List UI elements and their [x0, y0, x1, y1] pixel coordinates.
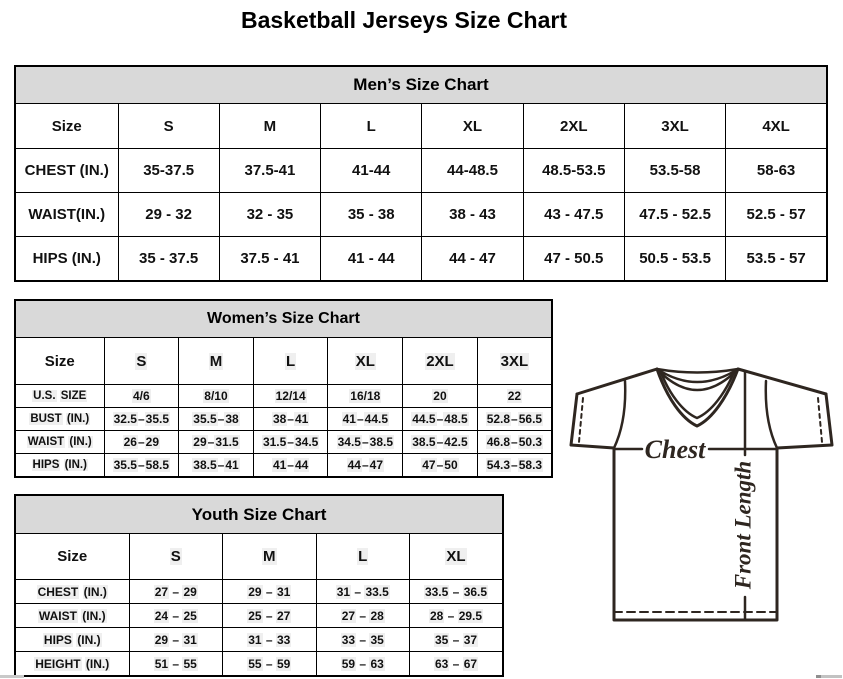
size-column-header — [403, 338, 478, 385]
value-token: 3XL — [500, 352, 529, 370]
size-value-cell: 59 – 63 — [316, 652, 410, 677]
size-corner-header: Size — [15, 338, 104, 385]
value-token: 34.5 — [294, 435, 319, 449]
value-token: 29 — [154, 632, 169, 647]
size-value-cell: 54.3–58.3 — [477, 454, 552, 478]
size-value-cell: 44–47 — [328, 454, 403, 478]
size-value-cell: 63 – 67 — [410, 652, 504, 677]
size-value-cell — [403, 385, 478, 408]
table-row — [15, 604, 503, 628]
size-value-cell — [253, 385, 328, 408]
value-token: 38.5 — [369, 435, 393, 449]
womens-table — [14, 299, 553, 478]
row-label — [15, 408, 104, 431]
size-value-cell: 37.5-41 — [219, 149, 320, 193]
value-token: 35.5 — [193, 412, 217, 426]
size-value-cell: 32 - 35 — [219, 193, 320, 237]
table-row — [15, 193, 827, 237]
jersey-armhole-right — [766, 381, 777, 448]
size-value-cell: 58-63 — [726, 149, 827, 193]
table-row — [15, 580, 503, 604]
size-value-cell: 29 - 32 — [118, 193, 219, 237]
size-value-cell: 34.5–38.5 — [328, 431, 403, 454]
scrollbar-thumb-edge — [816, 675, 821, 678]
value-token: 42.5 — [444, 435, 468, 449]
size-value-cell: 35 - 38 — [321, 193, 422, 237]
size-value-cell: 31 – 33.5 — [316, 580, 410, 604]
value-token: 67 — [463, 656, 478, 671]
size-value-cell: 52.8–56.5 — [477, 408, 552, 431]
size-value-cell — [179, 385, 254, 408]
value-token: 38.5 — [412, 435, 436, 449]
value-token: 27 — [154, 584, 169, 599]
size-column-header: L — [321, 104, 422, 149]
table-row — [15, 149, 827, 193]
value-token: 29 — [145, 435, 160, 449]
table-caption-row — [15, 66, 827, 104]
jersey-sleeve-seam-right-dashed — [818, 398, 822, 442]
value-token: M — [209, 352, 223, 370]
size-value-cell: 37.5 - 41 — [219, 237, 320, 282]
size-value-cell: 35-37.5 — [118, 149, 219, 193]
jersey-shoulder-left — [577, 369, 657, 394]
table-row — [15, 628, 503, 652]
row-label — [15, 604, 129, 628]
value-token: 31 — [276, 584, 291, 599]
value-token: 44.5 — [364, 412, 388, 426]
value-token: 63 — [370, 656, 384, 671]
value-token: 44 — [347, 458, 361, 472]
jersey-sleeve-seam-left-dashed — [579, 398, 583, 442]
value-token: 29.5 — [458, 608, 483, 623]
size-value-cell: 47–50 — [403, 454, 478, 478]
value-token: 59 — [341, 656, 356, 671]
value-token: BUST — [30, 413, 62, 425]
size-value-cell: 24 – 25 — [129, 604, 223, 628]
value-token: XL — [446, 548, 466, 565]
size-value-cell — [328, 385, 403, 408]
value-token: 35.5 — [145, 412, 170, 426]
size-column-header: 4XL — [726, 104, 827, 149]
value-token: 56.5 — [518, 412, 543, 426]
value-token: HIPS — [32, 459, 60, 471]
size-value-cell: 41–44 — [253, 454, 328, 478]
size-value-cell: 31.5–34.5 — [253, 431, 328, 454]
size-value-cell: 32.5–35.5 — [104, 408, 179, 431]
size-value-cell: 50.5 - 53.5 — [624, 237, 725, 282]
row-label — [15, 628, 129, 652]
table-row — [15, 454, 552, 478]
value-token: 50.3 — [518, 435, 543, 449]
size-column-header — [477, 338, 552, 385]
jersey-collar-top — [657, 369, 738, 373]
size-column-header: 3XL — [624, 104, 725, 149]
size-value-cell: 47 - 50.5 — [523, 237, 624, 282]
value-token: 36.5 — [463, 584, 488, 599]
row-label — [15, 431, 104, 454]
size-value-cell: 38–41 — [253, 408, 328, 431]
table-row — [15, 652, 503, 677]
value-token: HEIGHT — [35, 656, 81, 671]
value-token: 33.5 — [424, 584, 449, 599]
value-token: M — [263, 548, 276, 565]
value-token: 34.5 — [337, 435, 361, 449]
value-token: U.S. — [33, 390, 56, 402]
size-value-cell: 29–31.5 — [179, 431, 254, 454]
value-token: 52.8 — [486, 412, 511, 426]
mens-caption: Men’s Size Chart — [15, 66, 827, 104]
horizontal-scrollbar-fragment-left[interactable] — [0, 675, 24, 678]
value-token: 38.5 — [193, 458, 217, 472]
value-token: 41 — [272, 458, 287, 472]
size-value-cell: 38.5–42.5 — [403, 431, 478, 454]
table-caption-row — [15, 495, 503, 534]
size-value-cell — [104, 385, 179, 408]
size-value-cell: 33.5 – 36.5 — [410, 580, 504, 604]
value-token: S — [170, 548, 181, 565]
value-token: 35.5 — [113, 458, 137, 472]
size-column-header: M — [219, 104, 320, 149]
value-token: 27 — [276, 608, 291, 623]
value-token: 41 — [294, 412, 309, 426]
size-column-header: 2XL — [523, 104, 624, 149]
size-value-cell: 27 – 28 — [316, 604, 410, 628]
value-token: 46.8 — [486, 435, 511, 449]
size-value-cell — [477, 385, 552, 408]
value-token: 58.5 — [145, 458, 170, 472]
value-token: 20 — [433, 389, 447, 403]
size-value-cell: 29 – 31 — [223, 580, 317, 604]
value-token: WAIST — [38, 608, 77, 623]
jersey-sleeve-right — [777, 394, 832, 448]
value-token: 8/10 — [204, 389, 228, 403]
size-header-row — [15, 338, 552, 385]
size-value-cell: 44 - 47 — [422, 237, 523, 282]
value-token: 22 — [507, 389, 522, 403]
table-caption-row — [15, 300, 552, 338]
size-column-header — [410, 534, 504, 580]
row-label — [15, 454, 104, 478]
size-value-cell: 35.5–38 — [179, 408, 254, 431]
size-value-cell: 44.5–48.5 — [403, 408, 478, 431]
value-token: 44.5 — [412, 412, 436, 426]
value-token: S — [136, 352, 147, 370]
value-token: 55 — [183, 656, 197, 671]
size-header-row — [15, 104, 827, 149]
value-token: 63 — [434, 656, 449, 671]
jersey-armhole-left — [614, 381, 625, 448]
value-token: 58.3 — [518, 458, 543, 472]
value-token: 27 — [341, 608, 356, 623]
value-token: 16/18 — [350, 389, 381, 403]
size-value-cell: 35 - 37.5 — [118, 237, 219, 282]
row-label: HIPS (IN.) — [15, 237, 118, 282]
value-token: 38 — [272, 412, 287, 426]
value-token: 33 — [341, 632, 356, 647]
size-value-cell: 38 - 43 — [422, 193, 523, 237]
size-value-cell: 53.5-58 — [624, 149, 725, 193]
youth-size-table — [14, 494, 504, 677]
table-row — [15, 408, 552, 431]
value-token: 41 — [342, 412, 356, 426]
value-token: 54.3 — [486, 458, 511, 472]
size-value-cell: 35 – 37 — [410, 628, 504, 652]
size-column-header: S — [118, 104, 219, 149]
jersey-sleeve-left — [571, 394, 614, 448]
size-value-cell: 51 – 55 — [129, 652, 223, 677]
jersey-shoulder-right — [738, 369, 826, 394]
value-token: 44 — [294, 458, 309, 472]
size-corner-header: Size — [15, 534, 129, 580]
value-token: 29 — [193, 435, 207, 449]
size-value-cell: 47.5 - 52.5 — [624, 193, 725, 237]
value-token: 35 — [434, 632, 449, 647]
size-value-cell: 27 – 29 — [129, 580, 223, 604]
horizontal-scrollbar-fragment-right[interactable] — [816, 675, 842, 678]
size-value-cell: 28 – 29.5 — [410, 604, 504, 628]
size-value-cell: 25 – 27 — [223, 604, 317, 628]
value-token: 25 — [183, 608, 197, 623]
chest-label: Chest — [644, 435, 706, 464]
table-row — [15, 385, 552, 408]
value-token: 32.5 — [113, 412, 137, 426]
value-token: (IN.) — [85, 656, 110, 671]
value-token: 48.5 — [444, 412, 468, 426]
size-value-cell: 31 – 33 — [223, 628, 317, 652]
value-token: L — [358, 548, 368, 565]
size-value-cell: 55 – 59 — [223, 652, 317, 677]
table-row — [15, 431, 552, 454]
size-column-header — [129, 534, 223, 580]
row-label — [15, 580, 129, 604]
value-token: L — [286, 352, 296, 370]
size-value-cell: 38.5–41 — [179, 454, 254, 478]
row-label — [15, 652, 129, 677]
size-column-header: XL — [422, 104, 523, 149]
value-token: XL — [355, 352, 375, 370]
value-token: 31 — [248, 632, 262, 647]
size-value-cell: 41-44 — [321, 149, 422, 193]
value-token: 31.5 — [262, 435, 287, 449]
womens-size-table — [14, 299, 553, 478]
size-column-header — [328, 338, 403, 385]
value-token: (IN.) — [77, 632, 101, 647]
value-token: 29 — [183, 584, 197, 599]
row-label: WAIST(IN.) — [15, 193, 118, 237]
value-token: (IN.) — [82, 608, 106, 623]
size-value-cell: 29 – 31 — [129, 628, 223, 652]
value-token: WAIST — [27, 436, 65, 448]
size-value-cell: 48.5-53.5 — [523, 149, 624, 193]
size-corner-header: Size — [15, 104, 118, 149]
value-token: 51 — [154, 656, 169, 671]
value-token: 26 — [123, 435, 137, 449]
value-token: 2XL — [426, 352, 454, 370]
value-token: 38 — [225, 412, 239, 426]
value-token: 41 — [225, 458, 239, 472]
value-token: 47 — [422, 458, 436, 472]
size-value-cell: 26–29 — [104, 431, 179, 454]
value-token: 59 — [276, 656, 291, 671]
youth-caption: Youth Size Chart — [15, 495, 503, 534]
size-column-header — [253, 338, 328, 385]
size-value-cell: 41–44.5 — [328, 408, 403, 431]
value-token: HIPS — [43, 632, 72, 647]
front-length-label: Front Length — [730, 460, 756, 590]
size-column-header — [316, 534, 410, 580]
value-token: 28 — [370, 608, 384, 623]
value-token: 31.5 — [215, 435, 239, 449]
value-token: 33 — [276, 632, 291, 647]
mens-size-table — [14, 65, 828, 282]
value-token: SIZE — [60, 390, 87, 402]
value-token: 29 — [248, 584, 262, 599]
value-token: (IN.) — [64, 459, 87, 471]
size-column-header — [223, 534, 317, 580]
size-column-header — [104, 338, 179, 385]
table-row — [15, 237, 827, 282]
page-title: Basketball Jerseys Size Chart — [240, 7, 567, 33]
size-value-cell: 41 - 44 — [321, 237, 422, 282]
row-label: CHEST (IN.) — [15, 149, 118, 193]
value-token: 28 — [429, 608, 444, 623]
size-header-row — [15, 534, 503, 580]
value-token: (IN.) — [66, 413, 90, 425]
value-token: 12/14 — [275, 389, 306, 403]
size-value-cell: 33 – 35 — [316, 628, 410, 652]
size-value-cell: 52.5 - 57 — [726, 193, 827, 237]
value-token: CHEST — [37, 584, 79, 599]
value-token: 31 — [336, 584, 351, 599]
size-value-cell: 35.5–58.5 — [104, 454, 179, 478]
size-value-cell: 43 - 47.5 — [523, 193, 624, 237]
value-token: 37 — [463, 632, 478, 647]
size-value-cell: 44-48.5 — [422, 149, 523, 193]
row-label — [15, 385, 104, 408]
value-token: 24 — [154, 608, 169, 623]
value-token: 25 — [248, 608, 262, 623]
value-token: 50 — [444, 458, 458, 472]
value-token: 33.5 — [365, 584, 389, 599]
mens-table — [14, 65, 828, 282]
size-value-cell: 46.8–50.3 — [477, 431, 552, 454]
value-token: 35 — [370, 632, 384, 647]
value-token: 4/6 — [132, 389, 150, 403]
value-token: (IN.) — [83, 584, 107, 599]
size-column-header — [179, 338, 254, 385]
womens-caption: Women’s Size Chart — [15, 300, 552, 338]
youth-table — [14, 494, 504, 677]
value-token: 31 — [183, 632, 197, 647]
jersey-measurement-diagram — [556, 361, 843, 627]
value-token: 55 — [248, 656, 262, 671]
size-value-cell: 53.5 - 57 — [726, 237, 827, 282]
value-token: (IN.) — [69, 436, 92, 448]
value-token: 47 — [369, 458, 383, 472]
